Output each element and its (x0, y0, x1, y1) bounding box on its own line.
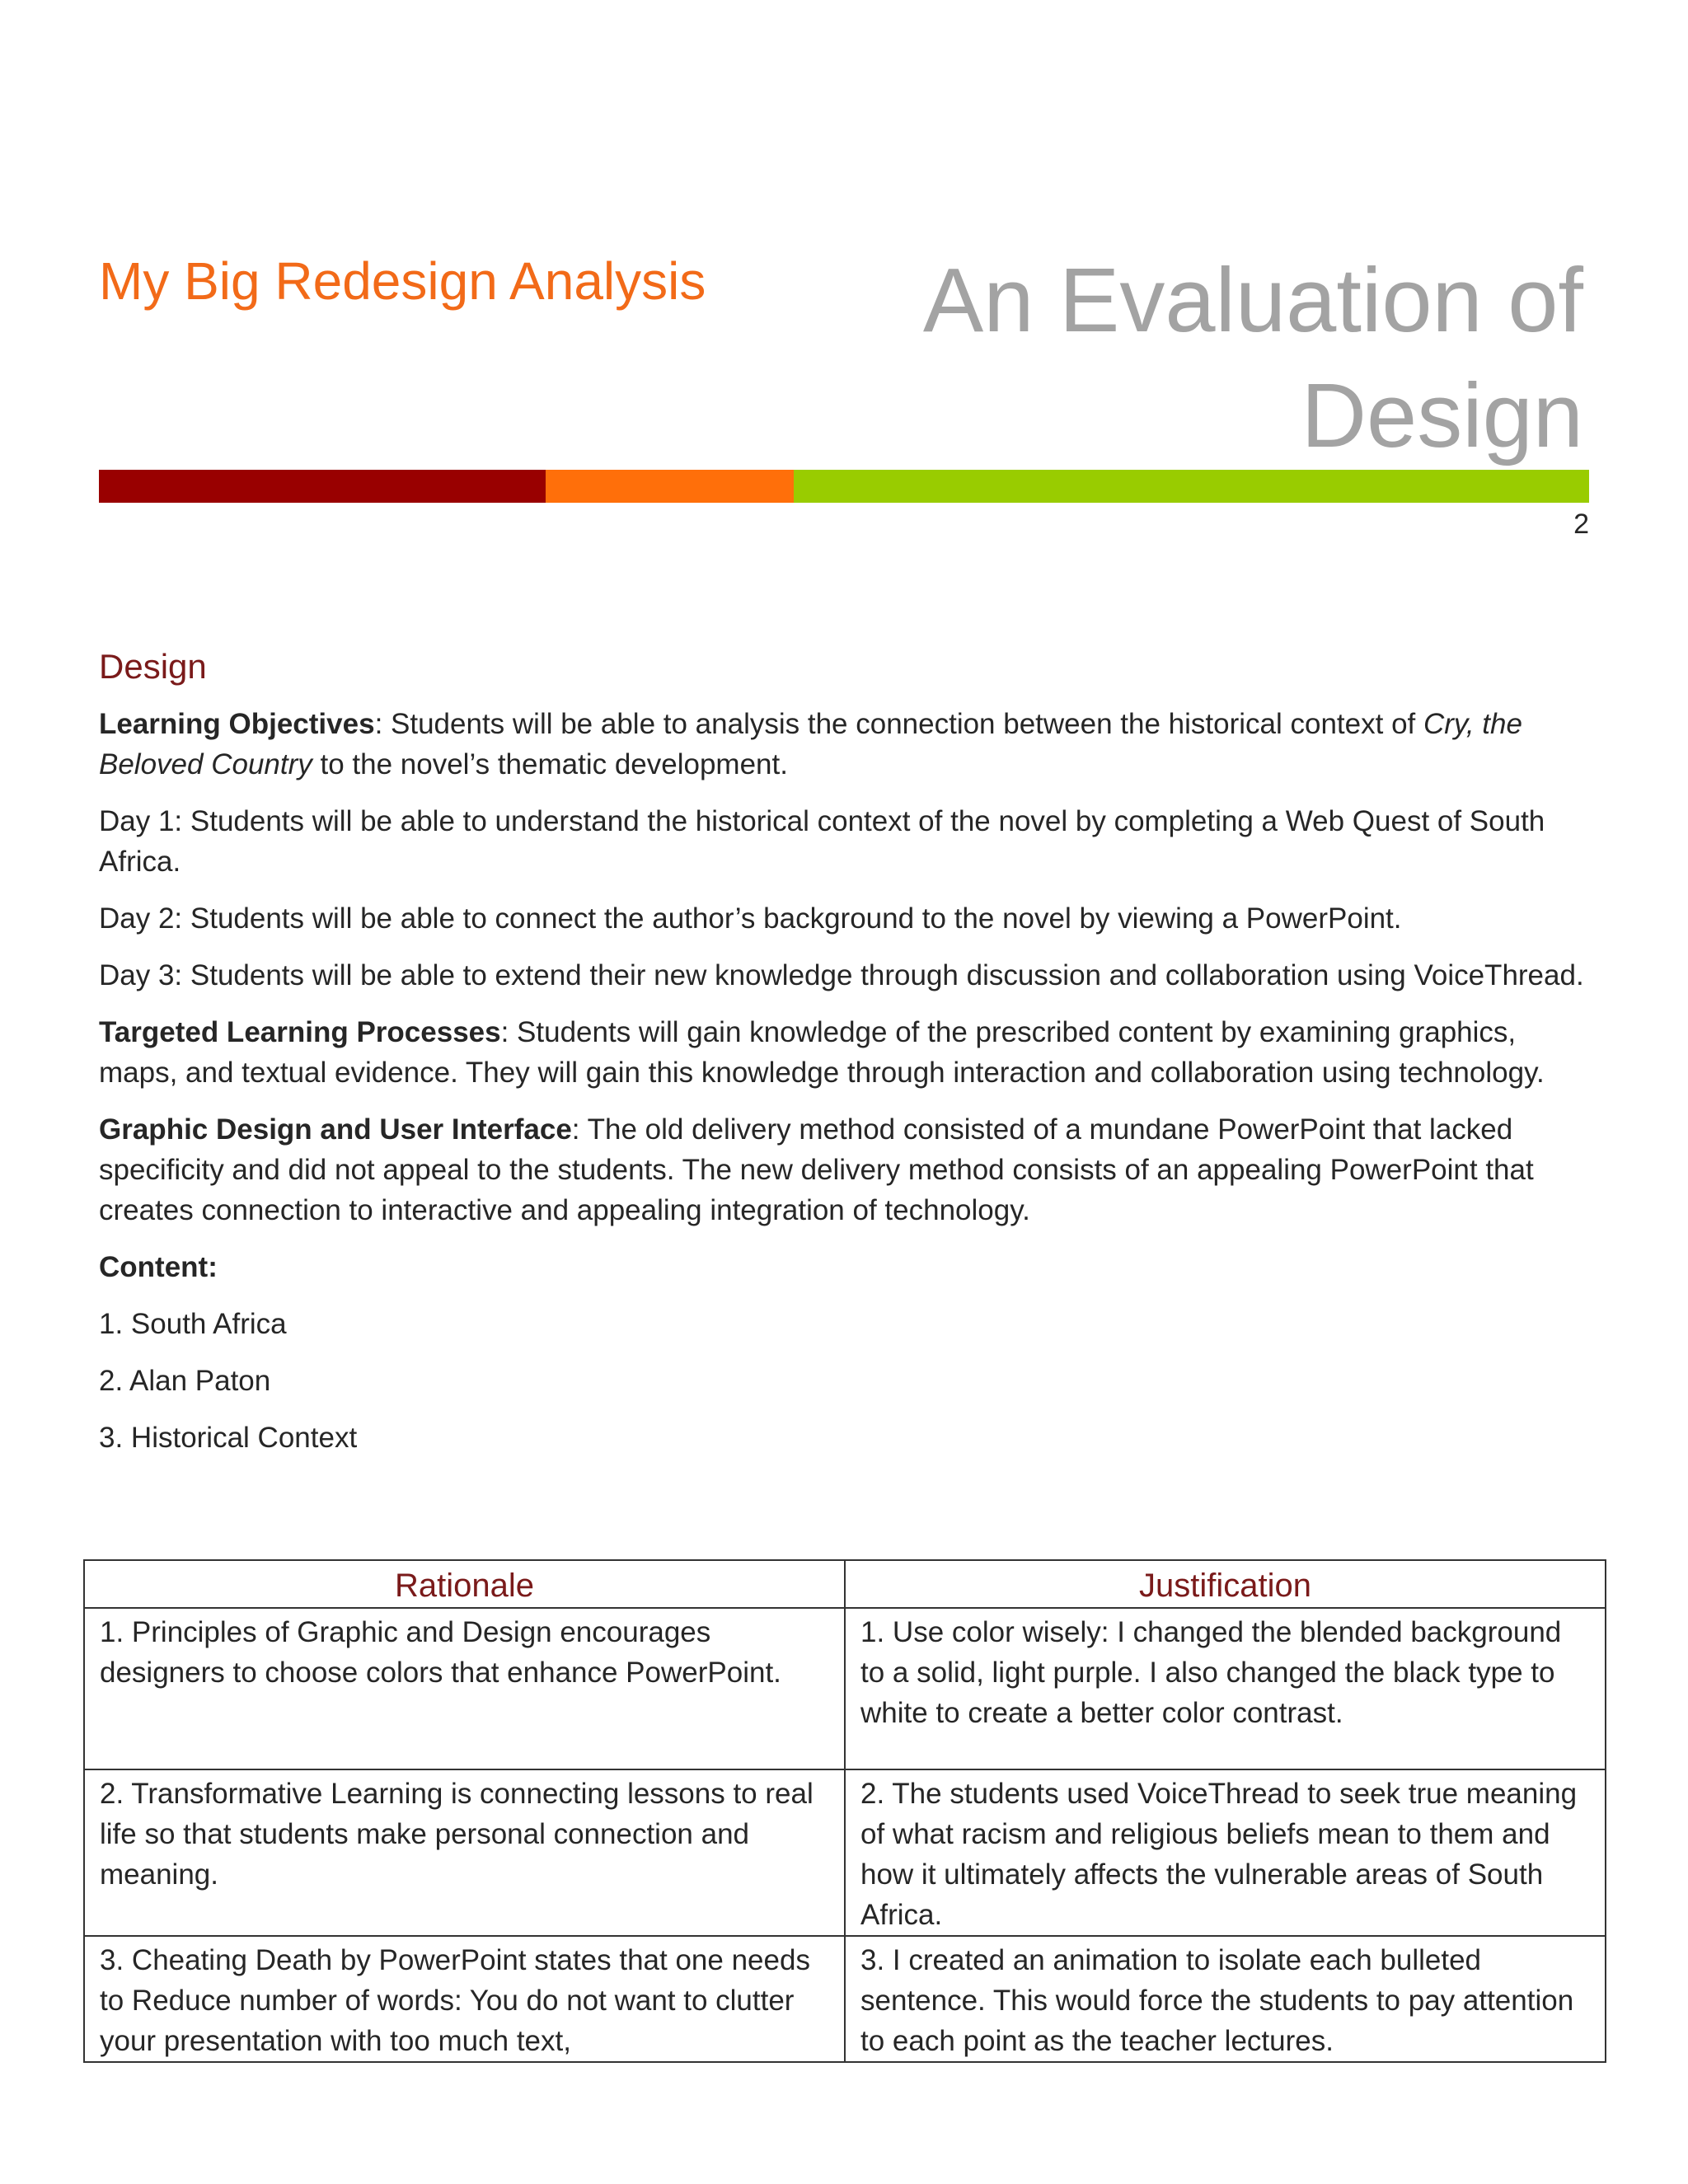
targeted-learning-label: Targeted Learning Processes (99, 1016, 501, 1048)
color-bar-red-segment (99, 470, 546, 503)
justification-cell: 3. I created an animation to isolate each bulleted sentence. This would force the students to pay attention to each point as the teacher lectures. (845, 1936, 1606, 2062)
table-row (84, 1608, 1606, 1769)
learning-objectives-text-after: to the novel’s thematic development. (312, 748, 788, 780)
document-title: An Evaluation of Design (922, 250, 1583, 466)
targeted-learning-text: : Students will gain knowledge of the prescribed content by examining graphics, maps, and textual evidence. They will gain this knowledge through interaction and collaboration using technology. (99, 1016, 1545, 1089)
justification-cell: 1. Use color wisely: I changed the blended background to a solid, light purple. I also changed the black type to white to create a better color contrast. (845, 1608, 1606, 1769)
rationale-header: Rationale (84, 1560, 845, 1608)
rationale-justification-table (83, 1559, 1606, 2063)
color-bar-green-segment (794, 470, 1589, 503)
table-row (84, 1936, 1606, 2062)
justification-header: Justification (845, 1560, 1606, 1608)
book-title: Cry, the Beloved Country (99, 708, 1522, 780)
content-list-item: 3. Historical Context (99, 1422, 358, 1454)
page-number: 2 (1573, 509, 1589, 540)
section-heading: Design (99, 647, 207, 686)
header-color-bar (99, 470, 1589, 503)
content-list-item: 2. Alan Paton (99, 1365, 271, 1397)
table-row (84, 1769, 1606, 1936)
targeted-learning-paragraph (99, 1012, 1589, 1093)
rationale-cell: 2. Transformative Learning is connecting lessons to real life so that students make personal connection and meaning. (84, 1769, 845, 1936)
header-title: My Big Redesign Analysis (99, 251, 706, 311)
day-2-paragraph: Day 2: Students will be able to connect the author’s background to the novel by viewing a PowerPoint. (99, 902, 1402, 935)
color-bar-orange-segment (546, 470, 794, 503)
rationale-cell: 1. Principles of Graphic and Design encourages designers to choose colors that enhance PowerPoint. (84, 1608, 845, 1769)
learning-objectives-paragraph (99, 704, 1589, 785)
day-3-paragraph: Day 3: Students will be able to extend their new knowledge through discussion and collaboration using VoiceThread. (99, 959, 1584, 991)
graphic-design-text: : The old delivery method consisted of a mundane PowerPoint that lacked specificity and did not appeal to the students. The new delivery method consists of an appealing PowerPoint that creates connection to interactive and appealing integration of technology. (99, 1113, 1534, 1226)
justification-cell: 2. The students used VoiceThread to seek true meaning of what racism and religious beliefs mean to them and how it ultimately affects the vulnerable areas of South Africa. (845, 1769, 1606, 1936)
design-section (99, 643, 1589, 1474)
day-1-paragraph: Day 1: Students will be able to understand the historical context of the novel by completing a Web Quest of South Africa. (99, 805, 1545, 878)
learning-objectives-text-before: : Students will be able to analysis the connection between the historical context of (374, 708, 1423, 740)
graphic-design-label: Graphic Design and User Interface (99, 1113, 572, 1146)
table-header-row (84, 1560, 1606, 1608)
content-label: Content: (99, 1251, 218, 1283)
content-list-item: 1. South Africa (99, 1308, 287, 1340)
learning-objectives-label: Learning Objectives (99, 708, 375, 740)
rationale-cell: 3. Cheating Death by PowerPoint states that one needs to Reduce number of words: You do not want to clutter your presentation with too much text, (84, 1936, 845, 2062)
graphic-design-paragraph (99, 1109, 1589, 1230)
